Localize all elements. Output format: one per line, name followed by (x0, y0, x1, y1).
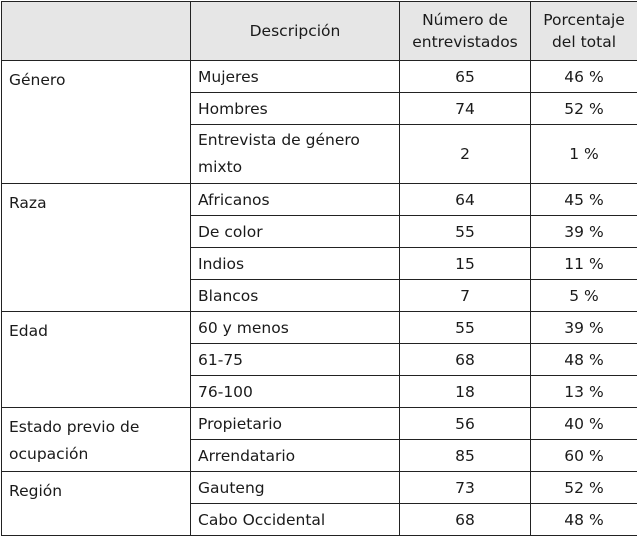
description-cell: Propietario (191, 408, 400, 440)
category-cell: Región (2, 472, 191, 536)
percentage-cell: 39 % (531, 216, 637, 248)
description-cell: Hombres (191, 93, 400, 125)
description-cell: Indios (191, 248, 400, 280)
count-cell: 2 (400, 125, 531, 184)
table-row (2, 408, 637, 440)
count-cell: 65 (400, 61, 531, 93)
demographics-table (1, 1, 637, 536)
description-cell: 60 y menos (191, 312, 400, 344)
count-cell: 55 (400, 312, 531, 344)
percentage-cell: 52 % (531, 93, 637, 125)
category-cell: Edad (2, 312, 191, 408)
description-cell: Blancos (191, 280, 400, 312)
count-cell: 7 (400, 280, 531, 312)
count-cell: 55 (400, 216, 531, 248)
category-cell: Estado previo de ocupación (2, 408, 191, 472)
count-cell: 15 (400, 248, 531, 280)
percentage-cell: 52 % (531, 472, 637, 504)
count-cell: 74 (400, 93, 531, 125)
category-cell: Género (2, 61, 191, 184)
count-cell: 56 (400, 408, 531, 440)
header-description: Descripción (191, 2, 400, 61)
count-cell: 85 (400, 440, 531, 472)
count-cell: 68 (400, 344, 531, 376)
percentage-cell: 39 % (531, 312, 637, 344)
header-category (2, 2, 191, 61)
description-cell: Mujeres (191, 61, 400, 93)
percentage-cell: 48 % (531, 504, 637, 536)
description-cell: Cabo Occidental (191, 504, 400, 536)
percentage-cell: 11 % (531, 248, 637, 280)
description-cell: Gauteng (191, 472, 400, 504)
category-cell: Raza (2, 184, 191, 312)
percentage-cell: 13 % (531, 376, 637, 408)
percentage-cell: 5 % (531, 280, 637, 312)
percentage-cell: 1 % (531, 125, 637, 184)
count-cell: 18 (400, 376, 531, 408)
percentage-cell: 46 % (531, 61, 637, 93)
header-row (2, 2, 637, 61)
description-cell: Entrevista de género mixto (191, 125, 400, 184)
header-percentage: Porcentaje del total (531, 2, 637, 61)
table-row (2, 312, 637, 344)
count-cell: 68 (400, 504, 531, 536)
description-cell: 76-100 (191, 376, 400, 408)
description-cell: 61-75 (191, 344, 400, 376)
percentage-cell: 40 % (531, 408, 637, 440)
percentage-cell: 48 % (531, 344, 637, 376)
table-row (2, 184, 637, 216)
percentage-cell: 60 % (531, 440, 637, 472)
description-cell: Africanos (191, 184, 400, 216)
table-row (2, 61, 637, 93)
count-cell: 64 (400, 184, 531, 216)
table-row (2, 472, 637, 504)
header-count: Número de entrevistados (400, 2, 531, 61)
percentage-cell: 45 % (531, 184, 637, 216)
description-cell: Arrendatario (191, 440, 400, 472)
description-cell: De color (191, 216, 400, 248)
count-cell: 73 (400, 472, 531, 504)
